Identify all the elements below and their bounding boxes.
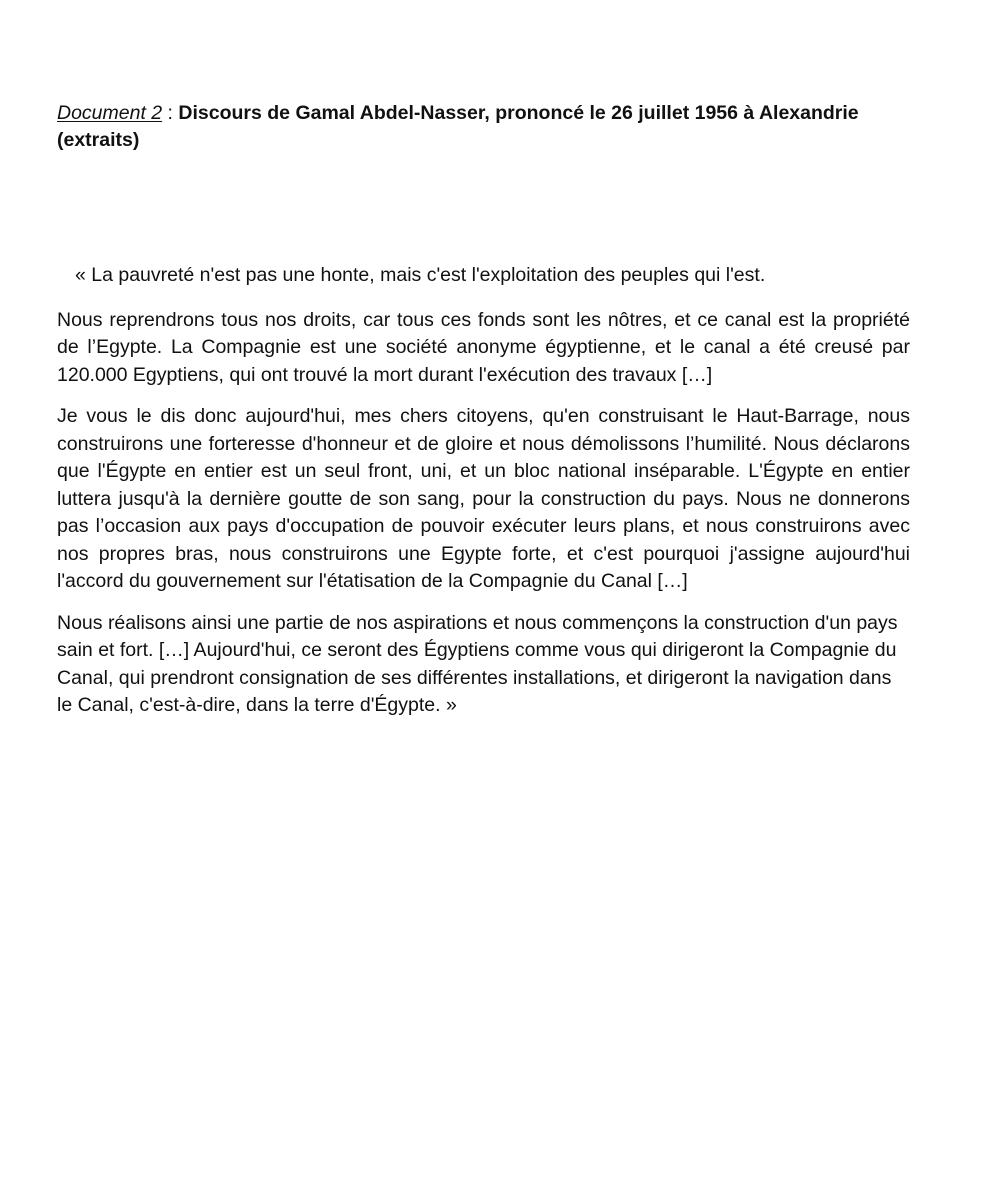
speech-excerpt xyxy=(57,262,910,734)
document-heading xyxy=(57,100,910,154)
paragraph-4: Nous réalisons ainsi une partie de nos aspirations et nous commençons la construction d'un pays sain et fort. […] Aujourd'hui, ce seront des Égyptiens comme vous qui dirigeront la Compagnie du Canal, qui prendront consignation de ses différentes installations, et dirigeront la navigation dans le Canal, c'est-à-dire, dans la terre d'Égypte. » xyxy=(57,611,898,716)
paragraph-1: « La pauvreté n'est pas une honte, mais c'est l'exploitation des peuples qui l'est. xyxy=(75,264,766,286)
paragraph-2: Nous reprendrons tous nos droits, car tous ces fonds sont les nôtres, et ce canal est la propriété de l’Egypte. La Compagnie est une société anonyme égyptienne, et le canal a été creusé par 120.000 Egyptiens, qui ont trouvé la mort durant l'exécution des travaux […] xyxy=(57,308,910,386)
paragraph-3: Je vous le dis donc aujourd'hui, mes chers citoyens, qu'en construisant le Haut-Barrage, nous construirons une forteresse d'honneur et de gloire et nous démolissons l’humilité. Nous déclarons que l'Égypte en entier est un seul front, uni, et un bloc national inséparable. L'Égypte en entier luttera jusqu'à la dernière goutte de son sang, pour la construction du pays. Nous ne donnerons pas l’occasion aux pays d'occupation de pouvoir exécuter leurs plans, et nous construirons avec nos propres bras, nous construirons une Egypte forte, et c'est pourquoi j'assigne aujourd'hui l'accord du gouvernement sur l'étatisation de la Compagnie du Canal […] xyxy=(57,405,910,592)
document-label: Document 2 xyxy=(57,102,163,124)
document-title: Discours de Gamal Abdel-Nasser, prononcé le 26 juillet 1956 à Alexandrie (extraits) xyxy=(57,102,859,151)
document-header xyxy=(57,100,910,154)
heading-separator: : xyxy=(162,102,179,124)
